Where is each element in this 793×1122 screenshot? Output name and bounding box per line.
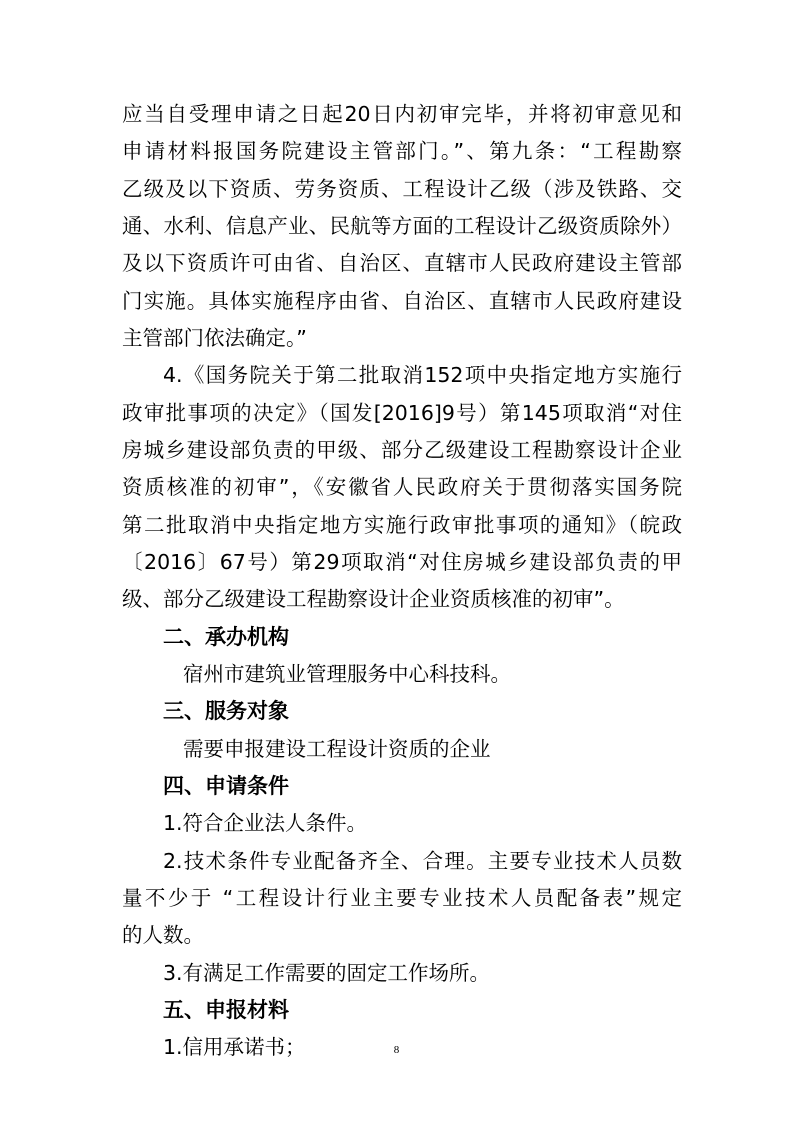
body-line: 通、水利、信息产业、民航等方面的工程设计乙级资质除外） xyxy=(122,214,682,238)
body-line: 政审批事项的决定》（国发[2016]9号）第145项取消“对住 xyxy=(122,401,682,425)
section-heading-3: 三、服务对象 xyxy=(163,699,289,723)
page-number: 8 xyxy=(393,1044,400,1056)
body-line: 门实施。具体实施程序由省、自治区、直辖市人民政府建设 xyxy=(122,289,682,313)
body-line: 房城乡建设部负责的甲级、部分乙级建设工程勘察设计企业 xyxy=(122,438,682,462)
section-heading-5: 五、申报材料 xyxy=(163,998,289,1022)
body-line: 应当自受理申请之日起20日内初审完毕，并将初审意见和 xyxy=(122,102,682,126)
body-line: 主管部门依法确定。” xyxy=(122,326,307,350)
section-heading-4: 四、申请条件 xyxy=(163,774,289,798)
section-heading-2: 二、承办机构 xyxy=(163,625,289,649)
section-body: 需要申报建设工程设计资质的企业 xyxy=(183,737,491,761)
body-line: 的人数。 xyxy=(122,923,204,947)
body-line: 〔2016〕67号）第29项取消“对住房城乡建设部负责的甲 xyxy=(122,550,682,574)
list-item-1: 1.信用承诺书； xyxy=(163,1035,306,1059)
body-line: 量不少于 “工程设计行业主要专业技术人员配备表”规定 xyxy=(122,886,682,910)
body-line: 资质核准的初审”，《安徽省人民政府关于贯彻落实国务院 xyxy=(122,475,682,499)
body-line: 及以下资质许可由省、自治区、直辖市人民政府建设主管部 xyxy=(122,251,682,275)
body-line: 第二批取消中央指定地方实施行政审批事项的通知》（皖政 xyxy=(122,513,682,537)
list-item-1: 1.符合企业法人条件。 xyxy=(163,811,368,835)
list-item-3: 3.有满足工作需要的固定工作场所。 xyxy=(163,961,491,985)
section-body: 宿州市建筑业管理服务中心科技科。 xyxy=(183,662,511,686)
body-line: 申请材料报国务院建设主管部门。”、第九条：“工程勘察 xyxy=(122,139,682,163)
body-line: 级、部分乙级建设工程勘察设计企业资质核准的初审”。 xyxy=(122,587,625,611)
body-line: 乙级及以下资质、劳务资质、工程设计乙级（涉及铁路、交 xyxy=(122,177,682,201)
list-item-2: 2.技术条件专业配备齐全、合理。主要专业技术人员数 xyxy=(163,849,682,873)
list-item-4: 4.《国务院关于第二批取消152项中央指定地方实施行 xyxy=(163,363,682,387)
